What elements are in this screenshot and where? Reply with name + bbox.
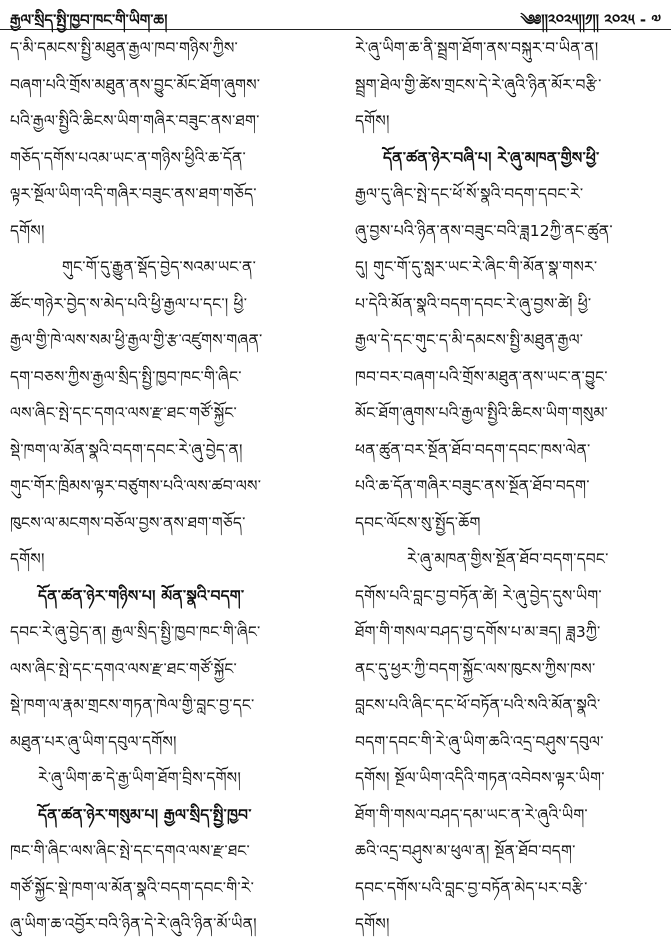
text-line: དབང་ལོངས་སུ་སྤྱོད་ཆོག (355, 513, 481, 532)
text-line: དབང་དགོས་པའི་བླང་བྱ་བཏོན་མེད་པར་བརྩི་ (355, 878, 588, 897)
text-line: ཐོག་གི་གསལ་བཤད་བྱ་དགོས་པ་མ་ཟད། ཟླ3ཀྱི་ (355, 623, 601, 641)
text-line: མཐུན་པར་ཞུ་ཡིག་དབུལ་དགོས། (10, 732, 177, 751)
text-line: སྦྲག་ཐེལ་གྱི་ཚེས་གྲངས་དེ་རེ་ཞུའི་ཉིན་མོར་བརྩི་ (355, 75, 602, 94)
text-line: ཞུ་བྱས་པའི་ཉིན་ནས་བཟུང་བའི་ཟླ12ཀྱི་ནང་ཚུན་ (355, 221, 613, 240)
text-line: ལྟར་སྔོལ་ཡིག་འདི་གཞིར་བཟུང་ནས་ཐག་གཅོད་ (10, 185, 257, 203)
text-line: སྡེ་ཁག་ལ་རྣམ་གྲངས་གཏན་ཁེལ་གྱི་བླང་བྱ་དང་ (10, 696, 255, 714)
text-line: དགོས། (355, 915, 390, 933)
text-line: དག་བཅས་ཀྱིས་རྒྱལ་སྲིད་སྤྱི་ཁྱབ་ཁང་གི་ཞིང་ (10, 367, 242, 386)
text-line: རྒྱལ་གྱི་ཁེ་ལས་སམ་ཕྱི་རྒྱལ་གྱི་རྩ་འཛུགས་གཞན་ (10, 331, 263, 349)
text-line: ལས་ཞིང་སྤེ་དང་དགའ་ལས་རྫ་ཐང་གཙོ་སྐྱོང་ (10, 404, 237, 422)
text-line: དགོས། སྔོལ་ཡིག་འདིའི་གཏན་འབེབས་ལྟར་ཡིག་ (355, 769, 605, 787)
text-line: ཁང་གི་ཞིང་ལས་ཞིང་སྤེ་དང་དགའ་ལས་རྫ་ཐང་ (10, 842, 251, 860)
text-line: ཕན་ཚུན་བར་སྔོན་ཐོབ་བདག་དབང་ཁས་ལེན་ (355, 440, 591, 459)
text-line: བདག་དབང་གི་རེ་ཞུ་ཡིག་ཆའི་འདྲ་བཤུས་དབུལ་ (355, 732, 604, 751)
text-line: མོང་ཐོག་ཞུགས་པའི་རྒྱལ་སྤྱིའི་ཆིངས་ཡིག་གསུམ་ (355, 404, 609, 422)
text-line: ཞུ་ཡིག་ཆ་འབྱོར་བའི་ཉིན་དེ་རེ་ཞུའི་ཉིན་མོ་ཡིན། (10, 915, 257, 933)
text-line: ཁབ་བར་བཞག་པའི་གྲོས་མཐུན་ནས་ཡང་ན་བྱུང་ (355, 367, 608, 386)
text-line: པ་དེའི་མོན་སྣའི་བདག་དབང་རེ་ཞུ་བྱས་ཚེ། ཕྱི་ (355, 294, 592, 313)
text-line: རེ་ཞུ་མཁན་གྱིས་སྔོན་ཐོབ་བདག་དབང་ (407, 550, 609, 568)
text-line: ད་མི་དམངས་སྤྱི་མཐུན་རྒྱལ་ཁབ་གཉིས་ཀྱིས་ (10, 39, 238, 57)
article-heading: དོན་ཚན་ཉེར་བཞི་པ། རེ་ཞུ་མཁན་གྱིས་ཕྱི་ (383, 148, 600, 167)
text-line: དུ། གུང་གོ་དུ་སླར་ཡང་རེ་ཞིང་གི་མོན་སྣ་གསར་ (355, 258, 598, 276)
text-line: རྒྱལ་དུ་ཞིང་སྤེ་དང་ཕོ་སོ་སྣའི་བདག་དབང་རེ་ (355, 185, 584, 203)
text-line: ལས་ཞིང་སྤེ་དང་དགའ་ལས་རྫ་ཐང་གཙོ་སྐྱོང་ (10, 659, 237, 678)
text-line: པའི་ཆ་དོན་གཞིར་བཟུང་ནས་སྔོན་ཐོབ་བདག་ (355, 477, 590, 495)
text-line: ཆའི་འདྲ་བཤུས་མ་ཕུལ་ན། སྔོན་ཐོབ་བདག་ (355, 842, 576, 860)
text-line: བཞག་པའི་གྲོས་མཐུན་ནས་བྱུང་མོང་ཐོག་ཞུགས་ (10, 75, 261, 94)
text-line: དགོས། (10, 221, 45, 240)
article-heading: དོན་ཚན་ཉེར་གཉིས་པ། མོན་སྣའི་བདག་ (38, 586, 245, 605)
text-line: རེ་ཞུ་ཡིག་ཆ་དེ་རྒྱ་ཡིག་ཐོག་བྲིས་དགོས། (38, 769, 241, 787)
left-text-column (10, 30, 310, 933)
article-heading: དོན་ཚན་ཉེར་གསུམ་པ། རྒྱལ་སྲིད་སྤྱི་ཁྱབ་ (38, 805, 252, 824)
text-line: དབང་རེ་ཞུ་བྱེད་ན། རྒྱལ་སྲིད་སྤྱི་ཁྱབ་ཁང་གི་ཞིང་ (10, 623, 261, 641)
text-line: གཙོ་སྐྱོང་སྡེ་ཁག་ལ་མོན་སྣའི་བདག་དབང་གི་རེ་ (10, 878, 255, 897)
issue-number: ༄༅།།༢༠༢༥།།༡།། ༢༠༢༥ - ༧ (520, 11, 661, 29)
text-line: རེ་ཞུ་ཡིག་ཆ་ནི་སྦྲག་ཐོག་ནས་བསྐུར་བ་ཡིན་ན། (355, 39, 599, 57)
text-line: ཁུངས་ལ་མངགས་བཅོལ་བྱས་ནས་ཐག་གཅོད་ (10, 513, 246, 532)
text-line: སྡེ་ཁག་ལ་མོན་སྣའི་བདག་དབང་རེ་ཞུ་བྱེད་ན། (10, 440, 243, 459)
text-line: གཅོད་དགོས་པའམ་ཡང་ན་གཉིས་ཕྱིའི་ཆ་དོན་ (10, 148, 247, 167)
text-line: དགོས། (10, 550, 45, 568)
publication-title: རྒྱལ་སྲིད་སྤྱི་ཁྱབ་ཁང་གི་ཡིག་ཆ། (10, 11, 168, 29)
text-line: བླངས་པའི་ཞིང་དང་ཕོ་བཏོན་པའི་སའི་མོན་སྣའི་ (355, 696, 601, 714)
text-line: དགོས། (355, 112, 390, 130)
page-header (0, 0, 671, 30)
text-line: དགོས་པའི་བླང་བྱ་བཏོན་ཚེ། རེ་ཞུ་བྱེད་དུས་ཡིག་ (355, 586, 602, 605)
text-line: ཚོང་གཉེར་བྱེད་ས་མེད་པའི་ཕྱི་རྒྱལ་པ་དང་། ཕྱི་ (10, 294, 248, 313)
text-line: རྒྱལ་དེ་དང་གུང་ད་མི་དམངས་སྤྱི་མཐུན་རྒྱལ་ (355, 331, 584, 349)
right-text-column (355, 30, 655, 933)
text-line: གུང་གོར་ཁྲིམས་ལྟར་བཙུགས་པའི་ལས་ཚབ་ལས་ (10, 477, 262, 495)
column-gutter (337, 30, 338, 860)
text-line: ཐོག་གི་གསལ་བཤད་དམ་ཡང་ན་རེ་ཞུའི་ཡིག་ (355, 805, 588, 824)
text-line: པའི་རྒྱལ་སྤྱིའི་ཆིངས་ཡིག་གཞིར་བཟུང་ནས་ཐག་ (10, 112, 260, 130)
text-line: ནང་དུ་ཕྱར་ཀྱི་བདག་སྐྱོང་ལས་ཁུངས་ཀྱིས་ཁས་ (355, 659, 596, 678)
text-line: གུང་གོ་དུ་རྒྱུན་སྡོད་བྱེད་སའམ་ཡང་ན་ (62, 258, 257, 276)
